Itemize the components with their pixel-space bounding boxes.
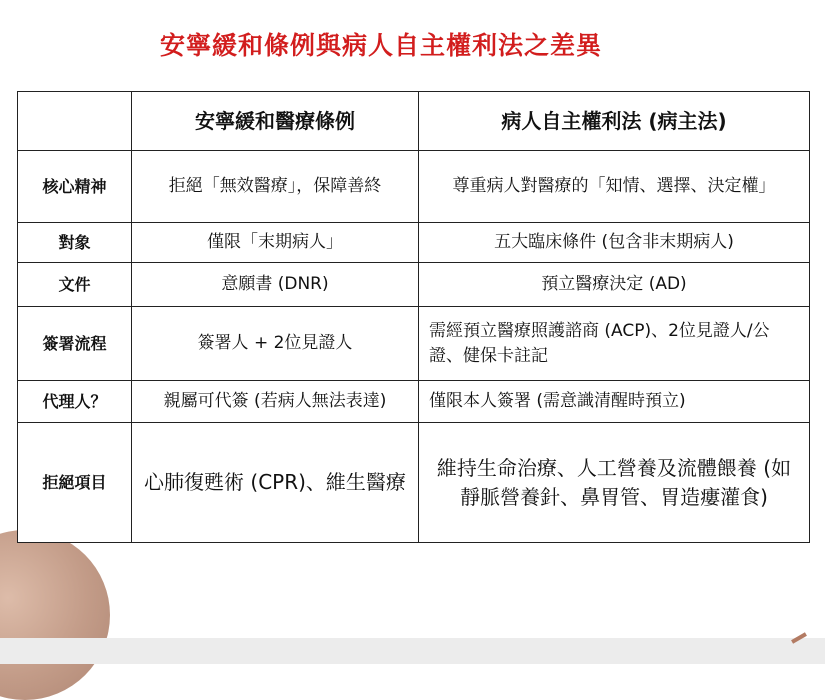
hospice-cell: 心肺復甦術 (CPR)、維生醫療 bbox=[132, 423, 419, 543]
table-row bbox=[18, 223, 810, 263]
patient-autonomy-cell: 預立醫療決定 (AD) bbox=[419, 263, 810, 307]
header-empty-cell bbox=[18, 92, 132, 151]
row-label: 代理人？ bbox=[18, 381, 132, 423]
patient-autonomy-cell: 尊重病人對醫療的「知情、選擇、決定權」 bbox=[419, 151, 810, 223]
row-label: 文件 bbox=[18, 263, 132, 307]
hospice-cell: 拒絕「無效醫療」，保障善終 bbox=[132, 151, 419, 223]
row-label: 核心精神 bbox=[18, 151, 132, 223]
table-row bbox=[18, 381, 810, 423]
hospice-cell: 僅限「末期病人」 bbox=[132, 223, 419, 263]
row-label: 對象 bbox=[18, 223, 132, 263]
table-row bbox=[18, 263, 810, 307]
patient-autonomy-cell: 僅限本人簽署 (需意識清醒時預立) bbox=[419, 381, 810, 423]
patient-autonomy-cell: 維持生命治療、人工營養及流體餵養 (如靜脈營養針、鼻胃管、胃造瘻灌食) bbox=[419, 423, 810, 543]
table-row bbox=[18, 423, 810, 543]
slide-bottom-strip bbox=[0, 638, 825, 664]
row-label: 拒絕項目 bbox=[18, 423, 132, 543]
table-header-row bbox=[18, 92, 810, 151]
hospice-cell: 簽署人 + 2位見證人 bbox=[132, 307, 419, 381]
header-hospice: 安寧緩和醫療條例 bbox=[132, 92, 419, 151]
patient-autonomy-cell: 五大臨床條件 (包含非末期病人) bbox=[419, 223, 810, 263]
patient-autonomy-cell: 需經預立醫療照護諮商 (ACP)、2位見證人/公證、健保卡註記 bbox=[419, 307, 810, 381]
hospice-cell: 意願書 (DNR) bbox=[132, 263, 419, 307]
hospice-cell: 親屬可代簽 (若病人無法表達) bbox=[132, 381, 419, 423]
page-title: 安寧緩和條例與病人自主權利法之差異 bbox=[159, 31, 602, 60]
header-patient-autonomy: 病人自主權利法 (病主法) bbox=[419, 92, 810, 151]
table-row bbox=[18, 151, 810, 223]
decorative-swoosh-left bbox=[0, 530, 110, 700]
comparison-table bbox=[17, 91, 810, 543]
table-row bbox=[18, 307, 810, 381]
row-label: 簽署流程 bbox=[18, 307, 132, 381]
